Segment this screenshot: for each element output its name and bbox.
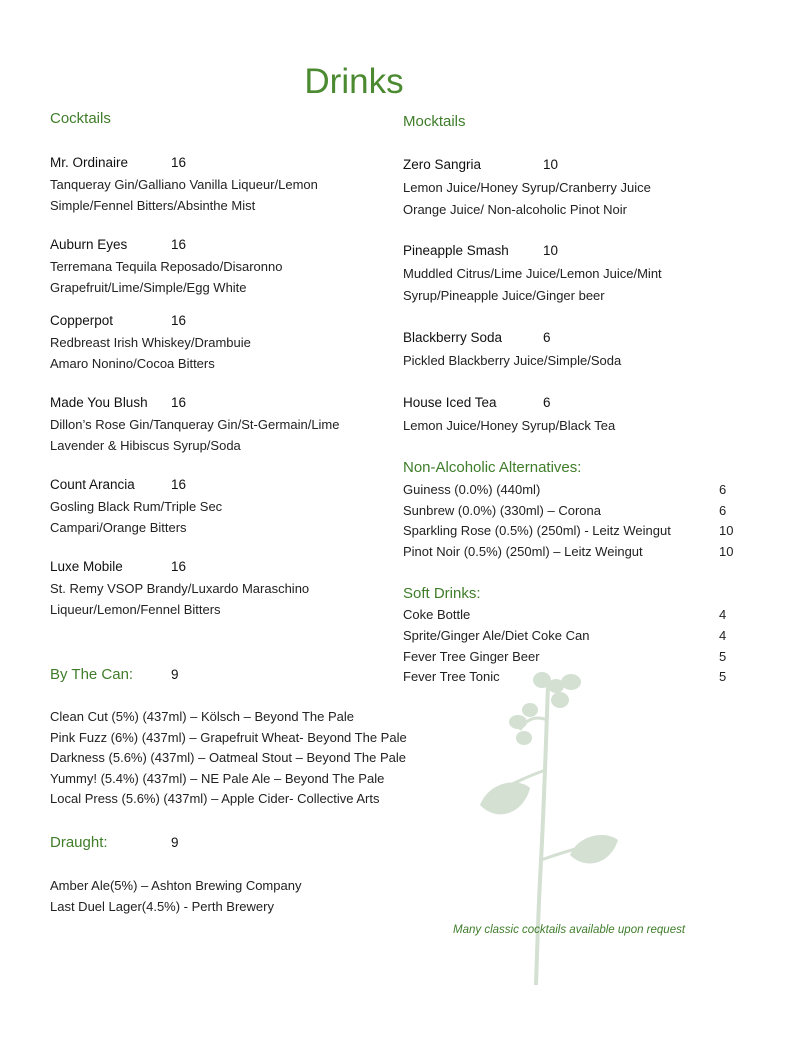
plant-sprig-icon (470, 660, 620, 990)
list-item: Clean Cut (5%) (437ml) – Kölsch – Beyond The Pale (50, 709, 354, 724)
cocktail-price: 16 (171, 477, 187, 492)
list-item: Sprite/Ginger Ale/Diet Coke Can 4 (403, 628, 727, 643)
list-item: Last Duel Lager(4.5%) - Perth Brewery (50, 898, 274, 914)
list-item: Darkness (5.6%) (437ml) – Oatmeal Stout – Beyond The Pale (50, 750, 406, 765)
mocktails-heading: Mocktails (403, 113, 466, 130)
cocktail-name: Made You Blush (50, 395, 148, 410)
cocktail-price: 16 (171, 155, 187, 170)
mocktail-description: Muddled Citrus/Lime Juice/Lemon Juice/Mint Syrup/Pineapple Juice/Ginger beer (403, 266, 662, 303)
list-item: Fever Tree Tonic 5 (403, 669, 727, 684)
mocktail-description: Lemon Juice/Honey Syrup/Cranberry Juice Orange Juice/ Non-alcoholic Pinot Noir (403, 180, 651, 217)
list-item: Yummy! (5.4%) (437ml) – NE Pale Ale – Beyond The Pale (50, 770, 385, 786)
cocktail-price: 16 (171, 237, 187, 252)
by-the-can-price: 9 (171, 667, 179, 682)
footnote: Many classic cocktails available upon request (453, 924, 686, 936)
cocktail-name: Count Arancia (50, 477, 135, 492)
list-item: Guiness (0.0%) (440ml) 6 (403, 482, 727, 497)
cocktail-description: Dillon’s Rose Gin/Tanqueray Gin/St-Germain/Lime Lavender & Hibiscus Syrup/Soda (50, 417, 340, 453)
mocktail-name: House Iced Tea (403, 395, 497, 410)
non-alcoholic-heading: Non-Alcoholic Alternatives: (403, 459, 582, 476)
mocktail-name: Blackberry Soda (403, 330, 503, 345)
list-item: Sparkling Rose (0.5%) (250ml) - Leitz Weingut 10 (403, 523, 734, 538)
list-item: Pink Fuzz (6%) (437ml) – Grapefruit Wheat- Beyond The Pale (50, 729, 407, 745)
cocktail-name: Mr. Ordinaire (50, 155, 129, 170)
cocktail-price: 16 (171, 559, 187, 574)
draught-list (50, 876, 301, 917)
list-item: Coke Bottle 4 (403, 607, 727, 622)
draught-price: 9 (171, 835, 179, 850)
mocktail-price: 10 (543, 243, 559, 258)
mocktail-price: 6 (543, 395, 551, 410)
cocktail-description: Tanqueray Gin/Galliano Vanilla Liqueur/Lemon Simple/Fennel Bitters/Absinthe Mist (50, 177, 318, 213)
mocktail-name: Pineapple Smash (403, 243, 509, 258)
cocktail-name: Luxe Mobile (50, 559, 123, 574)
mocktail-price: 10 (543, 157, 559, 172)
cocktail-description: St. Remy VSOP Brandy/Luxardo Maraschino Liqueur/Lemon/Fennel Bitters (50, 581, 310, 617)
cocktail-name: Auburn Eyes (50, 237, 128, 252)
cocktail-name: Copperpot (50, 313, 114, 328)
draught-heading: Draught: (50, 834, 108, 851)
mocktail-description: Pickled Blackberry Juice/Simple/Soda (403, 353, 622, 368)
mocktail-name: Zero Sangria (403, 157, 482, 172)
mocktail-description: Lemon Juice/Honey Syrup/Black Tea (403, 418, 616, 433)
cocktail-description: Redbreast Irish Whiskey/Drambuie Amaro Nonino/Cocoa Bitters (50, 335, 251, 371)
cocktail-price: 16 (171, 313, 187, 328)
by-the-can-heading: By The Can: (50, 666, 134, 683)
cocktail-description: Gosling Black Rum/Triple Sec Campari/Orange Bitters (50, 499, 223, 535)
list-item: Amber Ale(5%) – Ashton Brewing Company (50, 878, 302, 893)
list-item: Local Press (5.6%) (437ml) – Apple Cider- Collective Arts (50, 791, 380, 806)
cocktail-price: 16 (171, 395, 187, 410)
by-the-can-list (50, 707, 407, 810)
list-item: Fever Tree Ginger Beer 5 (403, 649, 727, 664)
list-item: Sunbrew (0.0%) (330ml) – Corona 6 (403, 503, 727, 518)
page-title: Drinks (304, 62, 404, 101)
mocktail-price: 6 (543, 330, 551, 345)
soft-drinks-heading: Soft Drinks: (403, 585, 481, 602)
cocktails-heading: Cocktails (50, 110, 111, 127)
list-item: Pinot Noir (0.5%) (250ml) – Leitz Weingut 10 (403, 544, 734, 559)
cocktail-description: Terremana Tequila Reposado/Disaronno Grapefruit/Lime/Simple/Egg White (50, 259, 283, 295)
